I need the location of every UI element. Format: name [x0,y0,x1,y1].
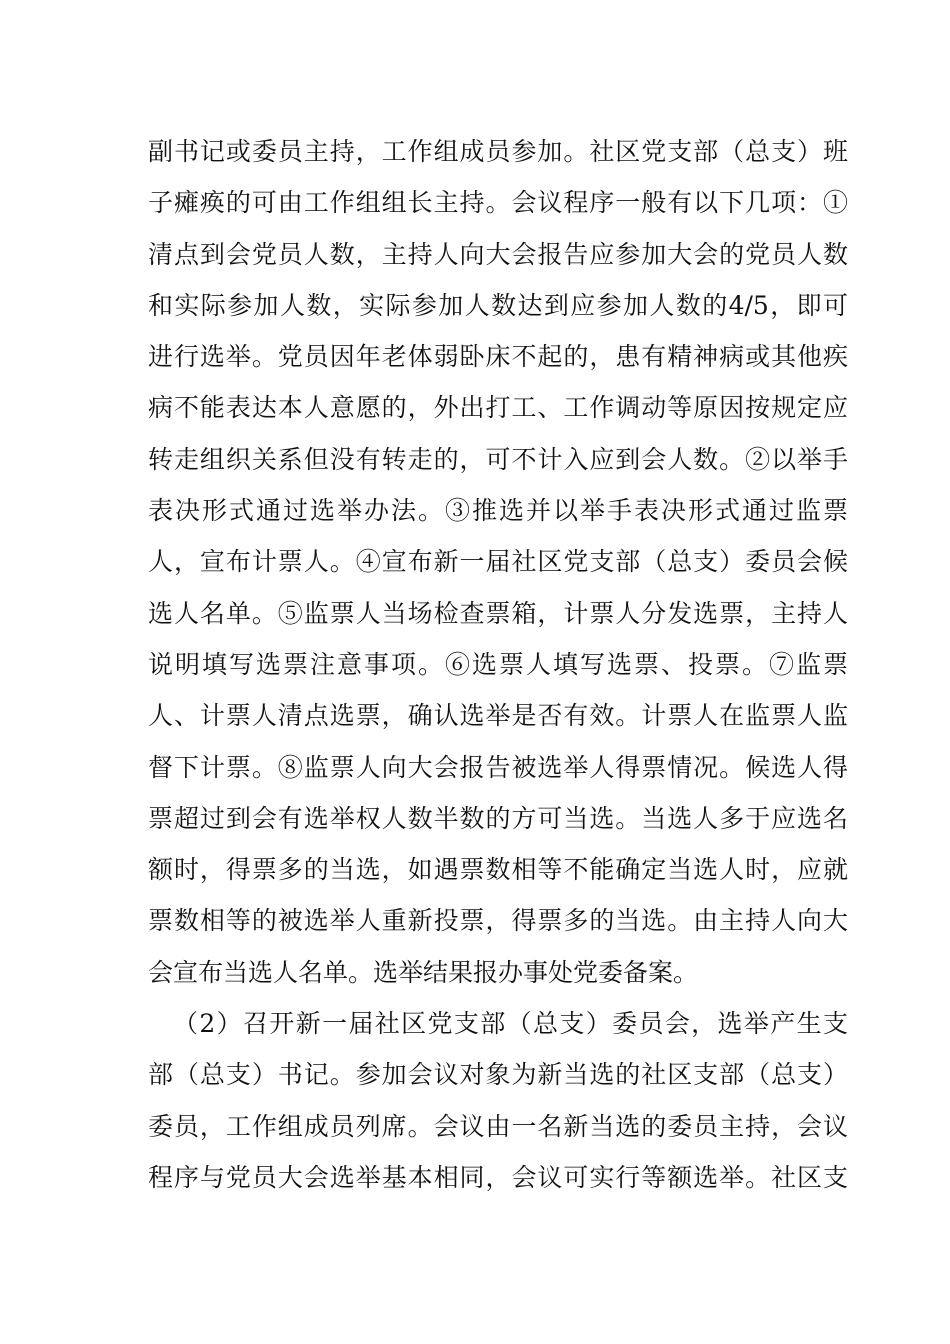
text-line: 部（总支）书记。参加会议对象为新当选的社区支部（总支） [148,1060,848,1090]
text-line: 选人名单。⑤监票人当场检查票箱，计票人分发选票，主持人 [148,598,848,628]
text-line: 人、计票人清点选票，确认选举是否有效。计票人在监票人监 [148,701,848,731]
text-line: 表决形式通过选举办法。③推选并以举手表决形式通过监票 [148,496,848,526]
text-line: 额时，得票多的当选，如遇票数相等不能确定当选人时，应就 [148,855,848,885]
text-line: 子瘫痪的可由工作组组长主持。会议程序一般有以下几项：① [148,188,848,218]
text-line: 病不能表达本人意愿的，外出打工、工作调动等原因按规定应 [148,393,848,423]
body-text [148,126,848,1203]
text-line: 票超过到会有选举权人数半数的方可当选。当选人多于应选名 [148,803,848,833]
text-line-paragraph-start: （2）召开新一届社区党支部（总支）委员会，选举产生支 [173,1009,848,1039]
text-line: 和实际参加人数，实际参加人数达到应参加人数的4/5，即可 [148,290,848,320]
text-line: 票数相等的被选举人重新投票，得票多的当选。由主持人向大 [148,906,848,936]
text-line-paragraph-end: 会宣布当选人名单。选举结果报办事处党委备案。 [148,957,699,987]
text-line: 副书记或委员主持，工作组成员参加。社区党支部（总支）班 [148,137,848,166]
text-line: 督下计票。⑧监票人向大会报告被选举人得票情况。候选人得 [148,752,848,782]
text-line: 说明填写选票注意事项。⑥选票人填写选票、投票。⑦监票 [148,649,848,679]
text-line: 进行选举。党员因年老体弱卧床不起的，患有精神病或其他疾 [148,342,848,372]
text-line: 转走组织关系但没有转走的，可不计入应到会人数。②以举手 [148,444,848,474]
text-line: 清点到会党员人数，主持人向大会报告应参加大会的党员人数 [148,239,848,269]
text-line: 程序与党员大会选举基本相同，会议可实行等额选举。社区支 [148,1162,848,1192]
text-line: 人，宣布计票人。④宣布新一届社区党支部（总支）委员会候 [148,547,848,577]
text-line: 委员，工作组成员列席。会议由一名新当选的委员主持，会议 [148,1111,848,1141]
